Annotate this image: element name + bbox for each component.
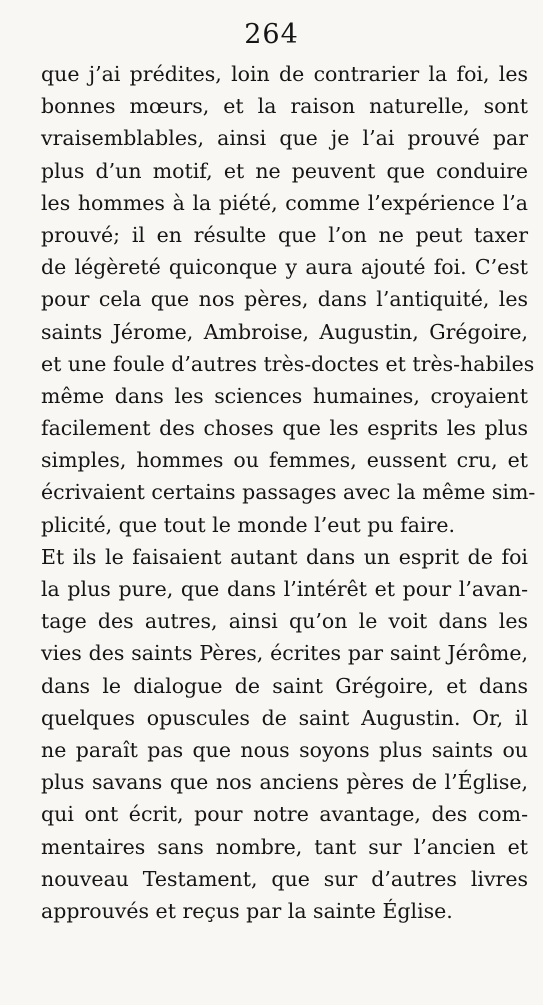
text-line-12: facilement des choses que les esprits les plus <box>41 416 528 441</box>
text-line-4: plus d’un motif, et ne peuvent que conduire <box>41 158 528 183</box>
text-line-16: Et ils le faisaient autant dans un esprit de foi <box>41 544 528 569</box>
text-line-6: prouvé; il en résulte que l’on ne peut taxer <box>41 222 528 247</box>
text-line-5: les hommes à la piété, comme l’expérience l’a <box>41 190 528 215</box>
text-line-1: que j’ai prédites, loin de contrarier la foi, les <box>41 62 528 86</box>
text-line-10: et une foule d’autres très-doctes et très-habiles <box>41 351 535 376</box>
text-line-22: ne paraît pas que nous soyons plus saints ou <box>41 737 528 762</box>
text-line-8: pour cela que nos pères, dans l’antiquité, les <box>41 287 528 312</box>
text-line-24: qui ont écrit, pour notre avantage, des com- <box>41 802 528 827</box>
page-number: 264 <box>244 19 299 50</box>
text-line-19: vies des saints Pères, écrites par saint Jérôme, <box>41 641 528 666</box>
text-line-23: plus savans que nos anciens pères de l’Église, <box>41 770 528 795</box>
text-line-27: approuvés et reçus par la sainte Église. <box>41 898 453 923</box>
text-line-13: simples, hommes ou femmes, eussent cru, et <box>41 448 528 473</box>
text-line-21: quelques opuscules de saint Augustin. Or, il <box>41 705 528 730</box>
text-line-17: la plus pure, que dans l’intérêt et pour l’avan- <box>41 577 528 601</box>
text-line-26: nouveau Testament, que sur d’autres livres <box>41 866 528 891</box>
text-line-9: saints Jérome, Ambroise, Augustin, Grégoire, <box>41 319 528 344</box>
text-line-11: même dans les sciences humaines, croyaient <box>41 383 528 408</box>
text-line-20: dans le dialogue de saint Grégoire, et dans <box>41 673 528 698</box>
text-line-3: vraisemblables, ainsi que je l’ai prouvé par <box>41 126 528 151</box>
text-line-14: écrivaient certains passages avec la même sim- <box>41 480 536 505</box>
text-line-7: de légèreté quiconque y aura ajouté foi. C’est <box>41 255 528 280</box>
text-line-15: plicité, que tout le monde l’eut pu faire. <box>41 512 455 537</box>
body-text <box>41 58 536 927</box>
text-line-25: mentaires sans nombre, tant sur l’ancien et <box>41 834 528 859</box>
text-line-18: tage des autres, ainsi qu’on le voit dans les <box>41 609 528 634</box>
text-line-2: bonnes mœurs, et la raison naturelle, sont <box>41 94 528 119</box>
